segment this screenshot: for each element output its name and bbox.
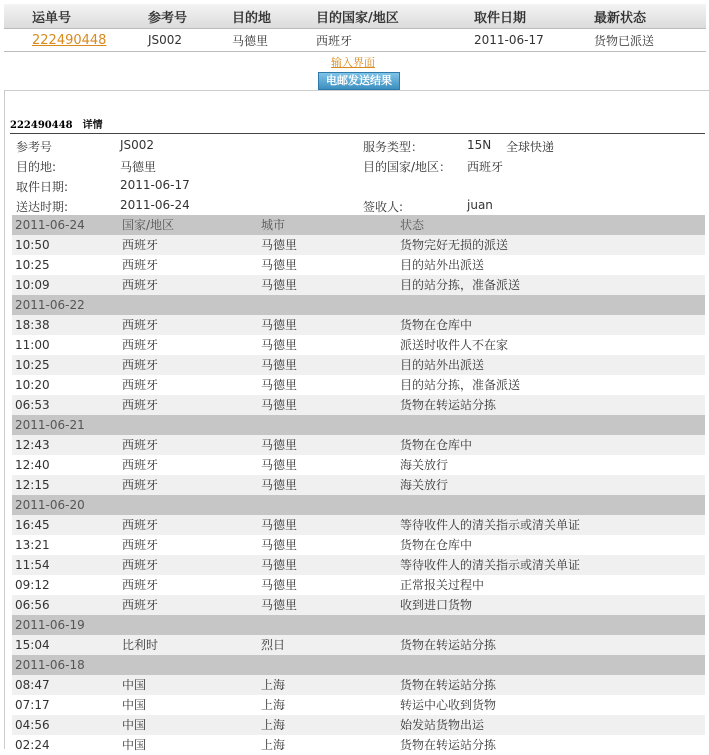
tracking-status: 等待收件人的清关指示或清关单证 [400, 558, 581, 572]
tracking-country: 比利时 [122, 638, 159, 652]
tracking-country: 西班牙 [122, 278, 159, 292]
delivery-label: 送达时期: [16, 200, 69, 214]
tracking-country: 西班牙 [122, 318, 159, 332]
tracking-row [12, 455, 705, 475]
date-group-row [12, 615, 705, 635]
tracking-row [12, 275, 705, 295]
summary-reference: JS002 [148, 29, 232, 52]
header-status: 最新状态 [594, 4, 706, 29]
tracking-status: 货物在转运站分拣 [400, 638, 497, 652]
signee-label: 签收人: [363, 200, 404, 214]
tracking-country: 西班牙 [122, 598, 159, 612]
tracking-row [12, 435, 705, 455]
tracking-country: 中国 [122, 718, 147, 732]
tracking-time: 08:47 [15, 678, 50, 692]
tracking-row [12, 555, 705, 575]
tracking-status: 目的站分拣，准备派送 [400, 278, 521, 292]
date-group-label: 2011-06-19 [15, 618, 85, 632]
pickup-value: 2011-06-17 [120, 178, 190, 192]
delivery-value: 2011-06-24 [120, 198, 190, 212]
dest-label: 目的地: [16, 160, 57, 174]
tracking-country: 西班牙 [122, 238, 159, 252]
summary-header-row [4, 4, 706, 29]
tracking-time: 12:43 [15, 438, 50, 452]
tracking-row [12, 355, 705, 375]
tracking-table [12, 215, 705, 755]
tracking-country: 西班牙 [122, 518, 159, 532]
tracking-time: 10:25 [15, 358, 50, 372]
tracking-status: 正常报关过程中 [400, 578, 485, 592]
tracking-time: 11:54 [15, 558, 50, 572]
tracking-city: 马德里 [261, 258, 298, 272]
tracking-country: 西班牙 [122, 398, 159, 412]
tracking-city: 马德里 [261, 598, 298, 612]
dest-value: 马德里 [120, 160, 157, 174]
tracking-header-date: 2011-06-24 [15, 218, 85, 232]
signee-value: juan [467, 198, 493, 212]
date-group-label: 2011-06-20 [15, 498, 85, 512]
tracking-country: 中国 [122, 698, 147, 712]
tracking-row [12, 255, 705, 275]
tracking-status: 转运中心收到货物 [400, 698, 497, 712]
tracking-city: 马德里 [261, 398, 298, 412]
tracking-city: 马德里 [261, 378, 298, 392]
tracking-row [12, 535, 705, 555]
tracking-country: 中国 [122, 738, 147, 752]
summary-pickup-date: 2011-06-17 [474, 29, 594, 52]
tracking-header-row [12, 215, 705, 235]
tracking-row [12, 595, 705, 615]
tracking-row [12, 715, 705, 735]
date-group-label: 2011-06-22 [15, 298, 85, 312]
country-value: 西班牙 [467, 160, 504, 174]
tracking-status: 派送时收件人不在家 [400, 338, 509, 352]
tracking-status: 货物在转运站分拣 [400, 398, 497, 412]
waybill-link[interactable]: 222490448 [32, 32, 107, 48]
tracking-time: 10:20 [15, 378, 50, 392]
tracking-row [12, 515, 705, 535]
tracking-country: 西班牙 [122, 558, 159, 572]
tracking-city: 马德里 [261, 338, 298, 352]
header-country: 目的国家/地区 [316, 4, 474, 29]
tracking-status: 等待收件人的清关指示或清关单证 [400, 518, 581, 532]
tracking-time: 10:09 [15, 278, 50, 292]
tracking-row [12, 635, 705, 655]
header-waybill: 运单号 [4, 4, 148, 29]
detail-waybill: 222490448 [10, 120, 73, 131]
tracking-city: 上海 [261, 738, 286, 752]
header-reference: 参考号 [148, 4, 232, 29]
tracking-city: 马德里 [261, 538, 298, 552]
tracking-country: 中国 [122, 678, 147, 692]
title-divider [10, 133, 705, 134]
tracking-city: 马德里 [261, 238, 298, 252]
tracking-status: 目的站分拣，准备派送 [400, 378, 521, 392]
tracking-country: 西班牙 [122, 538, 159, 552]
service-code: 15N [467, 138, 492, 152]
tracking-country: 西班牙 [122, 258, 159, 272]
tracking-status: 货物在仓库中 [400, 438, 473, 452]
date-group-row [12, 495, 705, 515]
summary-table [4, 4, 706, 52]
tracking-row [12, 375, 705, 395]
tracking-city: 上海 [261, 718, 286, 732]
tracking-time: 12:40 [15, 458, 50, 472]
tracking-time: 12:15 [15, 478, 50, 492]
tracking-time: 06:53 [15, 398, 50, 412]
tracking-city: 马德里 [261, 318, 298, 332]
header-destination: 目的地 [232, 4, 316, 29]
date-group-label: 2011-06-18 [15, 658, 85, 672]
tracking-city: 马德里 [261, 558, 298, 572]
tracking-city: 马德里 [261, 278, 298, 292]
summary-destination: 马德里 [232, 29, 316, 52]
date-group-label: 2011-06-21 [15, 418, 85, 432]
tracking-city: 马德里 [261, 578, 298, 592]
detail-title-suffix: 详情 [82, 120, 103, 131]
tracking-country: 西班牙 [122, 478, 159, 492]
tracking-status: 海关放行 [400, 478, 449, 492]
ref-value: JS002 [120, 138, 155, 152]
service-label: 服务类型： [363, 140, 424, 154]
tracking-country: 西班牙 [122, 458, 159, 472]
return-to-input-link[interactable]: 输入界面 [331, 56, 375, 69]
tracking-header-status: 状态 [400, 218, 425, 232]
tracking-time: 16:45 [15, 518, 50, 532]
tracking-row [12, 335, 705, 355]
tracking-city: 上海 [261, 698, 286, 712]
tracking-country: 西班牙 [122, 378, 159, 392]
pickup-label: 取件日期: [16, 180, 69, 194]
tracking-status: 货物在转运站分拣 [400, 738, 497, 752]
tracking-country: 西班牙 [122, 578, 159, 592]
email-results-button[interactable]: 电邮发送结果 [318, 72, 400, 90]
tracking-row [12, 695, 705, 715]
tracking-status: 货物在转运站分拣 [400, 678, 497, 692]
tracking-time: 10:50 [15, 238, 50, 252]
tracking-header-country: 国家/地区 [122, 218, 175, 232]
header-pickup-date: 取件日期 [474, 4, 594, 29]
tracking-city: 马德里 [261, 478, 298, 492]
tracking-time: 10:25 [15, 258, 50, 272]
tracking-country: 西班牙 [122, 438, 159, 452]
tracking-row [12, 575, 705, 595]
tracking-time: 18:38 [15, 318, 50, 332]
tracking-row [12, 395, 705, 415]
summary-country: 西班牙 [316, 29, 474, 52]
tracking-row [12, 475, 705, 495]
tracking-city: 烈日 [261, 638, 286, 652]
tracking-row [12, 735, 705, 755]
tracking-status: 目的站外出派送 [400, 258, 485, 272]
tracking-time: 13:21 [15, 538, 50, 552]
tracking-time: 09:12 [15, 578, 50, 592]
tracking-country: 西班牙 [122, 358, 159, 372]
country-label: 目的国家/地区： [363, 160, 452, 174]
tracking-city: 马德里 [261, 518, 298, 532]
detail-title [10, 116, 103, 131]
tracking-time: 06:56 [15, 598, 50, 612]
tracking-time: 07:17 [15, 698, 50, 712]
tracking-status: 货物在仓库中 [400, 318, 473, 332]
tracking-city: 马德里 [261, 458, 298, 472]
tracking-time: 15:04 [15, 638, 50, 652]
tracking-row [12, 315, 705, 335]
date-group-row [12, 655, 705, 675]
date-group-row [12, 295, 705, 315]
date-group-row [12, 415, 705, 435]
tracking-status: 货物完好无损的派送 [400, 238, 509, 252]
tracking-city: 马德里 [261, 358, 298, 372]
tracking-city: 马德里 [261, 438, 298, 452]
ref-label: 参考号 [16, 140, 53, 154]
summary-status: 货物已派送 [594, 29, 706, 52]
tracking-status: 海关放行 [400, 458, 449, 472]
tracking-country: 西班牙 [122, 338, 159, 352]
summary-row [4, 29, 706, 52]
tracking-time: 02:24 [15, 738, 50, 752]
tracking-time: 04:56 [15, 718, 50, 732]
tracking-header-city: 城市 [261, 218, 286, 232]
service-name: 全球快递 [506, 140, 555, 154]
tracking-status: 始发站货物出运 [400, 718, 485, 732]
tracking-status: 货物在仓库中 [400, 538, 473, 552]
tracking-status: 目的站外出派送 [400, 358, 485, 372]
tracking-time: 11:00 [15, 338, 50, 352]
tracking-row [12, 235, 705, 255]
tracking-row [12, 675, 705, 695]
tracking-city: 上海 [261, 678, 286, 692]
tracking-status: 收到进口货物 [400, 598, 473, 612]
